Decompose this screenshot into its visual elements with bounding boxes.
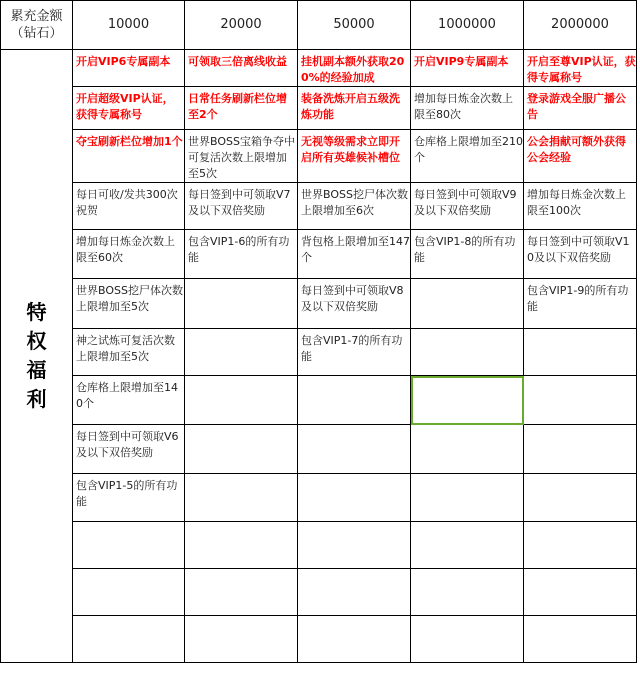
table-cell[interactable] [73,474,185,522]
table-row [1,130,637,183]
cell-text: 装备洗炼开启五级洗炼功能 [301,92,400,121]
table-cell[interactable] [411,279,524,329]
table-cell[interactable] [298,376,411,425]
cell-text: 仓库格上限增加至210个 [414,135,523,164]
table-cell[interactable] [298,616,411,663]
cell-text: 包含VIP1-9的所有功能 [527,284,629,313]
table-cell[interactable] [524,279,637,329]
table-cell[interactable] [411,474,524,522]
table-row [1,376,637,425]
cell-text [76,522,184,526]
table-cell[interactable] [73,376,185,425]
table-cell[interactable] [185,230,298,279]
table-cell[interactable] [411,522,524,569]
table-cell[interactable] [185,376,298,425]
cell-text [188,522,297,526]
table-cell[interactable] [411,87,524,130]
cell-text [301,522,410,526]
table-cell[interactable] [411,569,524,616]
cell-text: 每日签到中可领取V6及以下双倍奖励 [76,430,179,459]
table-cell[interactable] [298,50,411,87]
cell-text [527,474,636,478]
cell-text [188,329,297,333]
table-cell[interactable] [73,279,185,329]
cell-text: 世界BOSS挖尸体次数上限增加至6次 [301,188,408,217]
privilege-side-label-cell[interactable] [1,50,73,663]
table-cell[interactable] [524,522,637,569]
cell-text: 世界BOSS挖尸体次数上限增加至5次 [76,284,183,313]
cell-text [414,474,523,478]
table-cell[interactable] [73,522,185,569]
cell-text [188,376,297,380]
selected-table-cell[interactable] [411,376,524,425]
table-cell[interactable] [73,569,185,616]
corner-label-line1: 累充金额 [10,9,63,24]
table-cell[interactable] [524,183,637,230]
cell-text: 世界BOSS宝箱争夺中可复活次数上限增加至5次 [188,135,295,180]
cell-text: 包含VIP1-6的所有功能 [188,235,290,264]
table-cell[interactable] [73,50,185,87]
table-row [1,474,637,522]
column-header-1000000[interactable]: 1000000 [411,1,524,50]
cell-text: 仓库格上限增加至140个 [76,381,178,410]
table-cell[interactable] [298,130,411,183]
table-cell[interactable] [524,50,637,87]
table-cell[interactable] [185,279,298,329]
table-cell[interactable] [524,130,637,183]
cell-text [527,569,636,573]
table-cell[interactable] [73,87,185,130]
column-header-50000[interactable]: 50000 [298,1,411,50]
cell-text: 无视等级需求立即开启所有英雄候补槽位 [301,135,400,164]
cell-text: 神之试炼可复活次数上限增加至5次 [76,334,175,363]
table-cell[interactable] [411,329,524,376]
cell-text: 登录游戏全服广播公告 [527,92,626,121]
cell-text [414,376,523,380]
table-row [1,425,637,474]
table-row [1,230,637,279]
table-row [1,616,637,663]
table-body [1,1,637,663]
table-row [1,522,637,569]
table-cell[interactable] [73,616,185,663]
cell-text [301,474,410,478]
column-header-10000[interactable]: 10000 [73,1,185,50]
cell-text: 每日签到中可领取V9及以下双倍奖励 [414,188,517,217]
cell-text: 可领取三倍离线收益 [188,55,287,68]
table-cell[interactable] [524,569,637,616]
cell-text [414,425,523,429]
table-cell[interactable] [73,183,185,230]
cell-text [414,522,523,526]
cell-text [188,616,297,620]
cell-text: 每日签到中可领取V8及以下双倍奖励 [301,284,404,313]
table-cell[interactable] [411,230,524,279]
table-cell[interactable] [185,183,298,230]
cell-text [527,329,636,333]
table-cell[interactable] [73,329,185,376]
table-cell[interactable] [185,329,298,376]
table-cell[interactable] [298,522,411,569]
cell-text [188,279,297,283]
table-row [1,329,637,376]
table-cell[interactable] [411,183,524,230]
cell-text [527,616,636,620]
corner-header-cell[interactable] [1,1,73,50]
corner-label-line2: （钻石） [10,26,63,41]
table-row [1,87,637,130]
cell-text: 夺宝刷新栏位增加1个 [76,135,183,148]
table-cell[interactable] [524,616,637,663]
table-cell[interactable] [524,425,637,474]
table-row [1,183,637,230]
table-cell[interactable] [298,183,411,230]
table-cell[interactable] [524,376,637,425]
cell-text [527,522,636,526]
cell-text: 每日可收/发共300次祝贺 [76,188,178,217]
cell-text [301,376,410,380]
table-cell[interactable] [298,230,411,279]
table-row [1,569,637,616]
table-cell[interactable] [411,616,524,663]
table-cell[interactable] [185,130,298,183]
cell-text: 每日签到中可领取V7及以下双倍奖励 [188,188,291,217]
table-cell[interactable] [298,87,411,130]
table-cell[interactable] [298,425,411,474]
table-cell[interactable] [185,522,298,569]
table-cell[interactable] [73,130,185,183]
table-cell[interactable] [411,50,524,87]
table-cell[interactable] [298,329,411,376]
cell-text: 包含VIP1-5的所有功能 [76,479,178,508]
table-cell[interactable] [524,329,637,376]
table-cell[interactable] [185,569,298,616]
table-cell[interactable] [185,50,298,87]
cell-text [188,569,297,573]
table-cell[interactable] [185,616,298,663]
cell-text: 增加每日炼金次数上限至80次 [414,92,513,121]
table-cell[interactable] [524,474,637,522]
table-cell[interactable] [298,569,411,616]
cell-text [414,616,523,620]
table-row [1,279,637,329]
cell-text: 每日签到中可领取V10及以下双倍奖励 [527,235,630,264]
table-cell[interactable] [524,230,637,279]
header-row [1,1,637,50]
cell-text [76,616,184,620]
cell-text: 开启VIP9专属副本 [414,55,509,68]
cell-text: 挂机副本额外获取200%的经验加成 [301,55,405,84]
table-cell[interactable] [298,474,411,522]
table-cell[interactable] [73,425,185,474]
cell-text: 开启至尊VIP认证，获得专属称号 [527,55,636,84]
cell-text [527,425,636,429]
cell-text: 日常任务刷新栏位增至2个 [188,92,287,121]
cell-text: 包含VIP1-8的所有功能 [414,235,516,264]
cell-text: 背包格上限增加至147个 [301,235,410,264]
privilege-side-label: 特 权 福 利 [26,300,47,411]
cell-text [527,376,636,380]
table-row [1,50,637,87]
cell-text: 包含VIP1-7的所有功能 [301,334,403,363]
table-cell[interactable] [73,230,185,279]
cell-text [414,569,523,573]
table-cell[interactable] [298,279,411,329]
table-cell[interactable] [411,130,524,183]
cell-text: 增加每日炼金次数上限至60次 [76,235,175,264]
table-cell[interactable] [411,425,524,474]
cell-text: 开启超级VIP认证，获得专属称号 [76,92,174,121]
cell-text: 开启VIP6专属副本 [76,55,171,68]
table-cell[interactable] [185,425,298,474]
cell-text [301,569,410,573]
column-header-20000[interactable]: 20000 [185,1,298,50]
table-cell[interactable] [185,474,298,522]
column-header-2000000[interactable]: 2000000 [524,1,637,50]
cell-text [188,425,297,429]
table-cell[interactable] [524,87,637,130]
cell-text [301,616,410,620]
table-cell[interactable] [185,87,298,130]
cell-text [414,329,523,333]
cell-text [414,279,523,283]
cell-text [76,569,184,573]
cell-text: 增加每日炼金次数上限至100次 [527,188,626,217]
cell-text [301,425,410,429]
cell-text [188,474,297,478]
cell-text: 公会捐献可额外获得公会经验 [527,135,626,164]
